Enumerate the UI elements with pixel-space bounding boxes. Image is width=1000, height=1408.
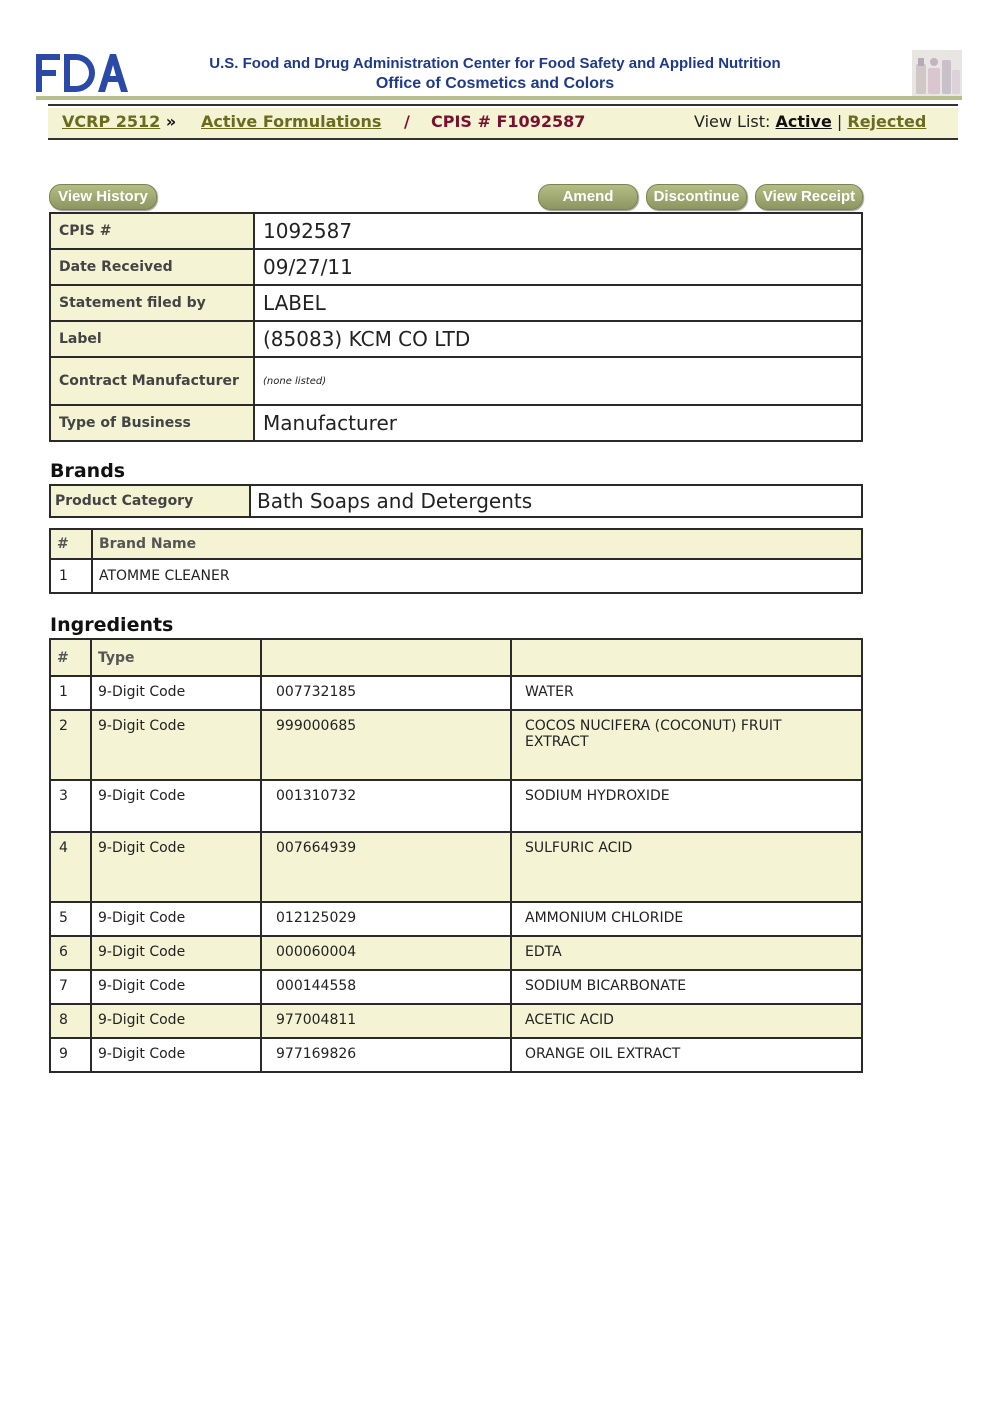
ingredient-name: ORANGE OIL EXTRACT [511, 1038, 862, 1072]
header-product-photo [912, 50, 962, 96]
details-row [50, 321, 862, 357]
brands-table [49, 528, 863, 594]
breadcrumb-active-formulations-link[interactable]: Active Formulations [201, 112, 382, 131]
ingredients-title: Ingredients [50, 614, 174, 636]
ingredient-type: 9-Digit Code [91, 832, 261, 902]
ingredient-name: SULFURIC ACID [511, 832, 862, 902]
logo-text: FDA [36, 52, 39, 53]
view-receipt-button[interactable]: View Receipt [755, 184, 863, 210]
ingredient-code: 007732185 [261, 676, 511, 710]
table-row [50, 710, 862, 780]
ingredient-code: 007664939 [261, 832, 511, 902]
details-value: (85083) KCM CO LTD [254, 321, 862, 357]
ingredient-code: 000144558 [261, 970, 511, 1004]
details-label: Date Received [50, 249, 254, 285]
ingredients-header-row [50, 639, 862, 676]
ingredient-code: 000060004 [261, 936, 511, 970]
ingredient-num: 6 [50, 936, 91, 970]
table-row [50, 1004, 862, 1038]
brand-num: 1 [50, 559, 92, 593]
breadcrumb-slash: / [404, 112, 410, 131]
ingredient-type: 9-Digit Code [91, 1038, 261, 1072]
breadcrumb [62, 112, 176, 132]
product-category-row [50, 485, 862, 517]
brands-col-num: # [50, 529, 92, 559]
details-label: Type of Business [50, 405, 254, 441]
table-row [50, 559, 862, 593]
view-history-button[interactable]: View History [49, 184, 157, 210]
ingredients-col-name [511, 639, 862, 676]
details-value: Manufacturer [254, 405, 862, 441]
ingredient-num: 3 [50, 780, 91, 832]
details-value: (none listed) [254, 357, 862, 405]
ingredient-type: 9-Digit Code [91, 1004, 261, 1038]
details-row [50, 357, 862, 405]
breadcrumb-cpis: CPIS # F1092587 [431, 112, 586, 131]
ingredient-num: 1 [50, 676, 91, 710]
ingredient-name: SODIUM BICARBONATE [511, 970, 862, 1004]
details-value: 1092587 [254, 213, 862, 249]
ingredient-name: WATER [511, 676, 862, 710]
product-category-label: Product Category [50, 485, 250, 517]
details-row [50, 405, 862, 441]
view-list [694, 112, 926, 132]
details-value: LABEL [254, 285, 862, 321]
ingredient-code: 999000685 [261, 710, 511, 780]
ingredient-type: 9-Digit Code [91, 676, 261, 710]
details-row [50, 213, 862, 249]
table-row [50, 902, 862, 936]
discontinue-button[interactable]: Discontinue [646, 184, 747, 210]
view-list-rejected-link[interactable]: Rejected [847, 112, 927, 131]
ingredient-type: 9-Digit Code [91, 970, 261, 1004]
ingredient-name: SODIUM HYDROXIDE [511, 780, 862, 832]
ingredient-code: 977169826 [261, 1038, 511, 1072]
table-row [50, 676, 862, 710]
amend-button[interactable]: Amend [538, 184, 638, 210]
details-label: CPIS # [50, 213, 254, 249]
ingredient-name: AMMONIUM CHLORIDE [511, 902, 862, 936]
table-row [50, 1038, 862, 1072]
view-list-active-link[interactable]: Active [775, 112, 832, 131]
ingredients-table [49, 638, 863, 1073]
ingredient-num: 7 [50, 970, 91, 1004]
breadcrumb-slash-wrap [404, 112, 410, 132]
product-category-value: Bath Soaps and Detergents [250, 485, 862, 517]
brand-name: ATOMME CLEANER [92, 559, 862, 593]
product-category-table [49, 484, 863, 518]
fda-logo [36, 52, 128, 94]
breadcrumb-top-rule [48, 104, 958, 106]
ingredients-col-code [261, 639, 511, 676]
breadcrumb-cpis-wrap [431, 112, 585, 132]
brands-col-name: Brand Name [92, 529, 862, 559]
breadcrumb-arrow: » [165, 112, 177, 131]
details-table [49, 212, 863, 442]
ingredients-col-num: # [50, 639, 91, 676]
ingredient-num: 2 [50, 710, 91, 780]
view-list-label: View List: [694, 112, 771, 131]
brands-title: Brands [50, 460, 126, 482]
details-value: 09/27/11 [254, 249, 862, 285]
details-label: Statement filed by [50, 285, 254, 321]
details-row [50, 285, 862, 321]
brands-header-row [50, 529, 862, 559]
header-line-1: U.S. Food and Drug Administration Center for Food Safety and Applied Nutrition [209, 55, 781, 72]
table-row [50, 780, 862, 832]
ingredient-type: 9-Digit Code [91, 902, 261, 936]
ingredient-code: 977004811 [261, 1004, 511, 1038]
breadcrumb-bottom-rule [48, 138, 958, 140]
breadcrumb-formulations [201, 112, 381, 132]
ingredient-num: 4 [50, 832, 91, 902]
ingredient-name: COCOS NUCIFERA (COCONUT) FRUIT EXTRACT [511, 710, 862, 780]
details-row [50, 249, 862, 285]
details-label: Contract Manufacturer [50, 357, 254, 405]
ingredient-name: EDTA [511, 936, 862, 970]
table-row [50, 832, 862, 902]
ingredients-col-type: Type [91, 639, 261, 676]
ingredient-num: 8 [50, 1004, 91, 1038]
ingredient-type: 9-Digit Code [91, 710, 261, 780]
ingredient-type: 9-Digit Code [91, 780, 261, 832]
breadcrumb-vcrp-link[interactable]: VCRP 2512 [62, 112, 161, 131]
ingredient-num: 5 [50, 902, 91, 936]
view-list-divider: | [836, 112, 843, 131]
site-header [170, 54, 820, 94]
table-row [50, 936, 862, 970]
details-label: Label [50, 321, 254, 357]
ingredient-name: ACETIC ACID [511, 1004, 862, 1038]
header-line-2: Office of Cosmetics and Colors [375, 75, 615, 92]
table-row [50, 970, 862, 1004]
header-rule [36, 96, 962, 100]
ingredient-num: 9 [50, 1038, 91, 1072]
ingredient-code: 001310732 [261, 780, 511, 832]
ingredient-type: 9-Digit Code [91, 936, 261, 970]
ingredient-code: 012125029 [261, 902, 511, 936]
